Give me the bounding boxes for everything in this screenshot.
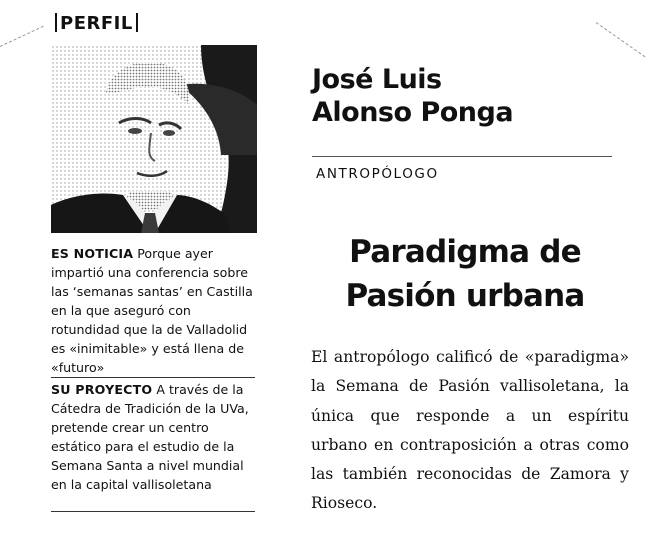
profession-label: ANTROPÓLOGO [316, 166, 439, 182]
es-noticia-text: Porque ayer impartió una conferencia sobre las ‘semanas santas’ en Castilla en la que aseguró con rotundidad que la de Valladolid es «inimitable» y está llena de «futuro» [51, 246, 253, 375]
portrait-illustration [51, 45, 257, 233]
su-proyecto-label: SU PROYECTO [51, 382, 153, 397]
name-divider [312, 156, 612, 157]
portrait-photo [51, 45, 257, 233]
article-body-text: El antropólogo calificó de «paradigma» la Semana de Pasión vallisoletana, la única que responde a un espíritu urbano en contraposición a otras como las también reconocidas de Zamora y Rioseco. [311, 348, 629, 513]
sidebar-divider [51, 377, 255, 378]
person-name [312, 63, 612, 129]
scan-artifact-right [596, 22, 646, 57]
su-proyecto-text: A través de la Cátedra de Tradición de la UVa, pretende crear un centro estático para el estudio de la Semana Santa a nivel mundial en la capital vallisoletana [51, 382, 249, 492]
person-name-line2: Alonso Ponga [312, 97, 514, 128]
section-tag-bar-left [55, 13, 57, 32]
article-body [311, 343, 629, 519]
headline-line2: Pasión urbana [345, 278, 585, 314]
headline-line1: Paradigma de [349, 234, 581, 270]
section-tag-bar-right [136, 13, 138, 32]
person-name-line1: José Luis [312, 64, 442, 95]
es-noticia-block [51, 244, 257, 377]
section-tag-label: PERFIL [60, 13, 133, 34]
section-tag [52, 12, 141, 36]
es-noticia-label: ES NOTICIA [51, 246, 134, 261]
sidebar-bottom-rule [51, 511, 255, 512]
scan-artifact-left [0, 26, 44, 47]
headline [310, 230, 620, 318]
su-proyecto-block [51, 380, 257, 494]
